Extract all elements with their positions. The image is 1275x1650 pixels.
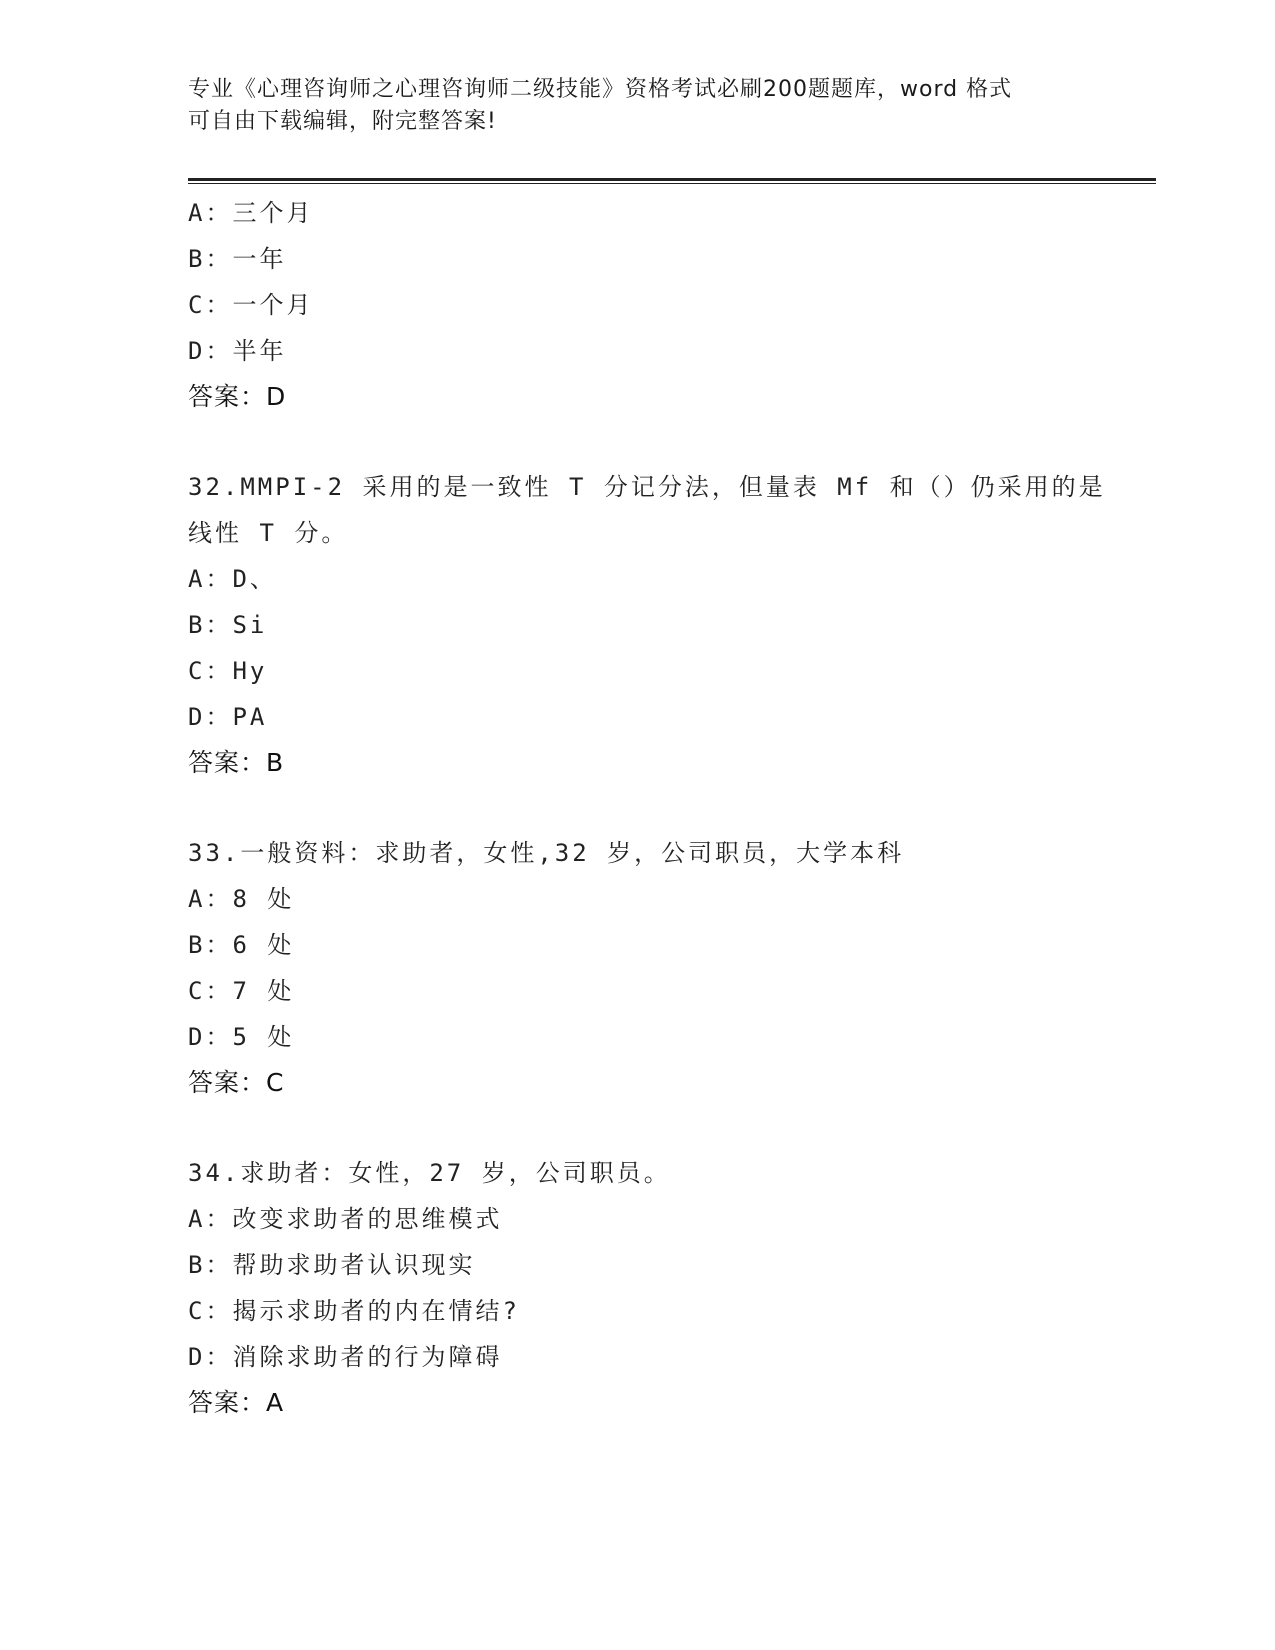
question-block	[188, 1150, 1088, 1426]
option-letter: D	[188, 337, 206, 365]
option-letter: D	[188, 703, 206, 731]
question-list	[188, 190, 1106, 1426]
option-c: C：7 处	[188, 977, 295, 1005]
option-text: 一年	[232, 245, 287, 273]
question-block	[188, 464, 1106, 786]
option-text: 改变求助者的思维模式	[232, 1205, 503, 1233]
question-text: 32.MMPI-2 采用的是一致性 T 分记分法，但量表 Mf 和（）仍采用的是	[188, 473, 1106, 501]
answer-value: D	[266, 382, 287, 411]
option-text: 消除求助者的行为障碍	[232, 1343, 503, 1371]
option-letter: B	[188, 245, 206, 273]
question-block	[188, 190, 1088, 420]
header-divider-thin	[188, 183, 1156, 184]
option-text: 揭示求助者的内在情结?	[232, 1297, 520, 1325]
option-letter: A	[188, 1205, 206, 1233]
option-d: D：半年	[188, 337, 287, 365]
option-text: D、	[232, 565, 277, 593]
header-divider-thick	[188, 178, 1156, 181]
option-text: 一个月	[232, 291, 314, 319]
option-letter: C	[188, 1297, 206, 1325]
answer-label: 答案：	[188, 1388, 267, 1417]
option-letter: B	[188, 931, 206, 959]
option-text: 三个月	[232, 199, 314, 227]
answer-line	[188, 374, 1088, 420]
question-text: 33.一般资料：求助者，女性,32 岁，公司职员，大学本科	[188, 839, 905, 867]
answer-label: 答案：	[188, 748, 267, 777]
option-c: C：揭示求助者的内在情结?	[188, 1297, 520, 1325]
option-a: A：D、	[188, 565, 277, 593]
option-b: B：帮助求助者认识现实	[188, 1251, 476, 1279]
option-text: 6 处	[232, 931, 295, 959]
answer-label: 答案：	[188, 382, 267, 411]
question-text: 34.求助者：女性，27 岁，公司职员。	[188, 1159, 671, 1187]
option-d: D：5 处	[188, 1023, 295, 1051]
option-text: PA	[232, 703, 268, 731]
answer-line	[188, 1380, 1088, 1426]
option-letter: C	[188, 977, 206, 1005]
option-letter: D	[188, 1023, 206, 1051]
header-line-2: 可自由下载编辑，附完整答案!	[188, 109, 497, 134]
answer-line	[188, 1060, 1088, 1106]
option-text: Si	[232, 611, 268, 639]
question-text-continued: 线性 T 分。	[188, 519, 349, 547]
option-letter: A	[188, 199, 206, 227]
option-text: 7 处	[232, 977, 295, 1005]
option-a: A：8 处	[188, 885, 295, 913]
question-block	[188, 830, 1088, 1106]
option-letter: C	[188, 657, 206, 685]
option-text: 5 处	[232, 1023, 295, 1051]
option-b: B：6 处	[188, 931, 295, 959]
option-text: 8 处	[232, 885, 295, 913]
option-c: C：Hy	[188, 657, 268, 685]
option-d: D：PA	[188, 703, 268, 731]
option-letter: B	[188, 611, 206, 639]
option-letter: A	[188, 885, 206, 913]
answer-value: C	[266, 1068, 285, 1097]
option-b: B：一年	[188, 245, 287, 273]
answer-label: 答案：	[188, 1068, 267, 1097]
option-letter: A	[188, 565, 206, 593]
header-line-1: 专业《心理咨询师之心理咨询师二级技能》资格考试必刷200题题库，word 格式	[188, 77, 1013, 102]
option-b: B：Si	[188, 611, 268, 639]
document-header	[188, 74, 1088, 138]
option-c: C：一个月	[188, 291, 314, 319]
option-letter: D	[188, 1343, 206, 1371]
answer-value: B	[266, 748, 285, 777]
option-a: A：改变求助者的思维模式	[188, 1205, 503, 1233]
answer-value: A	[266, 1388, 285, 1417]
option-letter: C	[188, 291, 206, 319]
option-text: Hy	[232, 657, 268, 685]
option-a: A：三个月	[188, 199, 314, 227]
answer-line	[188, 740, 1088, 786]
option-letter: B	[188, 1251, 206, 1279]
option-d: D：消除求助者的行为障碍	[188, 1343, 503, 1371]
option-text: 帮助求助者认识现实	[232, 1251, 476, 1279]
option-text: 半年	[232, 337, 287, 365]
